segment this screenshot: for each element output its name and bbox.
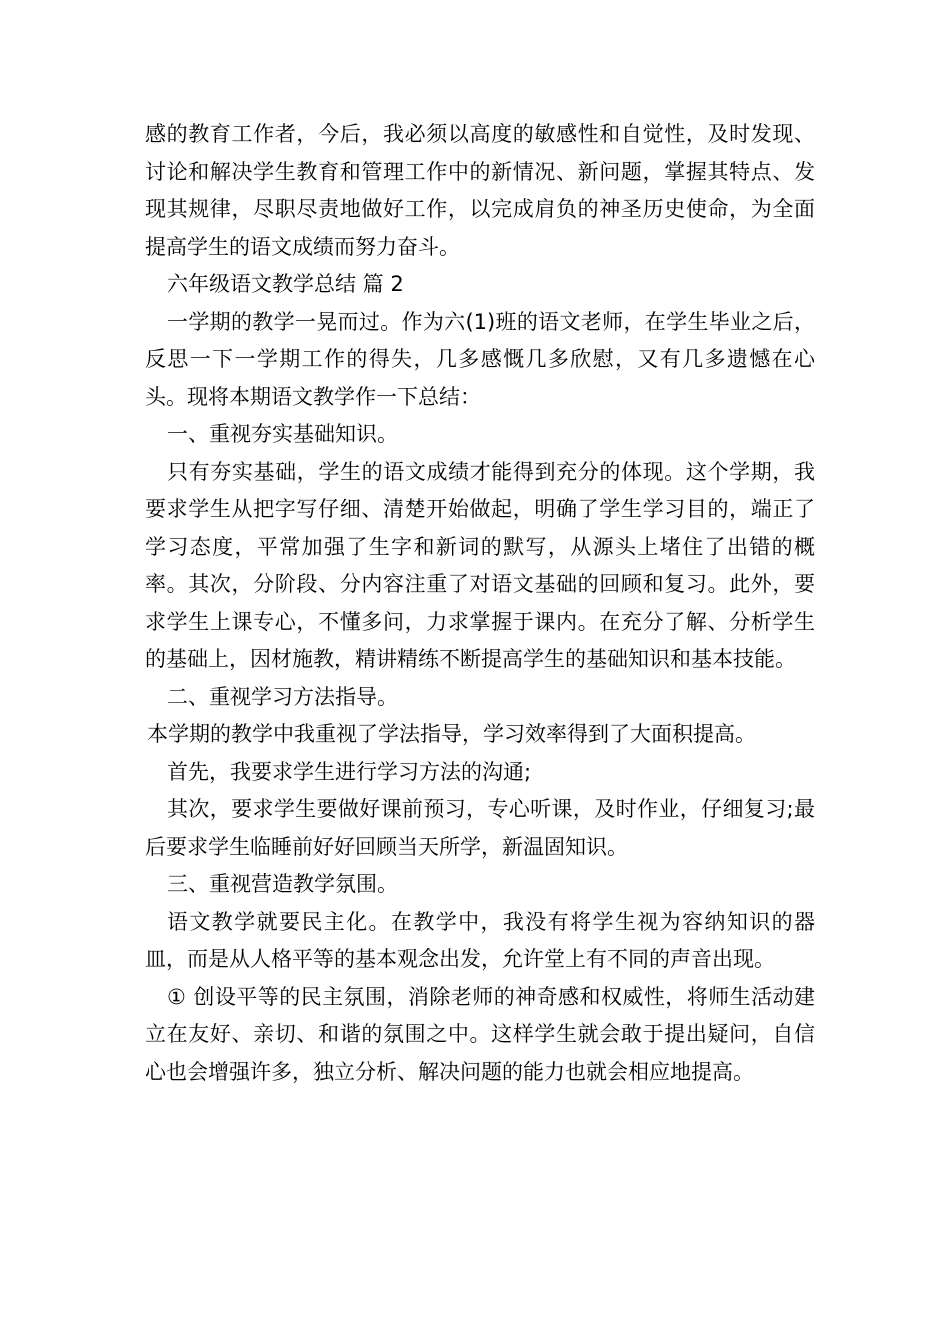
paragraph-continuation: 感的教育工作者，今后，我必须以高度的敏感性和自觉性，及时发现、讨论和解决学生教育和管理工作中的新情况、新问题，掌握其特点、发现其规律，尽职尽责地做好工作，以完成肩负的神圣历史使命，为全面提高学生的语文成绩而努力奋斗。 xyxy=(145,122,815,259)
paragraph-basics: 只有夯实基础，学生的语文成绩才能得到充分的体现。这个学期，我要求学生从把字写仔细、清楚开始做起，明确了学生学习目的，端正了学习态度，平常加强了生字和新词的默写，从源头上堵住了出错的概率。其次，分阶段、分内容注重了对语文基础的回顾和复习。此外，要求学生上课专心，不懂多问，力求掌握于课内。在充分了解、分析学生的基础上，因材施教，精讲精练不断提高学生的基础知识和基本技能。 xyxy=(145,459,815,671)
paragraph-second: 其次，要求学生要做好课前预习，专心听课，及时作业，仔细复习;最后要求学生临睡前好好回顾当天所学，新温固知识。 xyxy=(145,797,815,859)
subheading-methods: 二、重视学习方法指导。 xyxy=(167,684,398,709)
paragraph-atmosphere: 语文教学就要民主化。在教学中，我没有将学生视为容纳知识的器皿，而是从人格平等的基本观念出发，允许堂上有不同的声音出现。 xyxy=(145,909,815,971)
paragraph-item-1: ① 创设平等的民主氛围，消除老师的神奇感和权威性，将师生活动建立在友好、亲切、和谐的氛围之中。这样学生就会敢于提出疑问，自信心也会增强许多，独立分析、解决问题的能力也就会相应地提高。 xyxy=(145,984,815,1084)
subheading-atmosphere: 三、重视营造教学氛围。 xyxy=(167,872,398,896)
paragraph-intro: 一学期的教学一晃而过。作为六(1)班的语文老师，在学生毕业之后，反思一下一学期工作的得失，几多感慨几多欣慰，又有几多遗憾在心头。现将本期语文教学作一下总结： xyxy=(145,309,815,409)
document-body xyxy=(145,116,815,1091)
paragraph-methods: 本学期的教学中我重视了学法指导，学习效率得到了大面积提高。 xyxy=(147,722,756,746)
section-heading: 六年级语文教学总结 篇 2 xyxy=(167,272,404,296)
subheading-basics: 一、重视夯实基础知识。 xyxy=(167,422,398,446)
paragraph-first: 首先，我要求学生进行学习方法的沟通; xyxy=(167,759,532,784)
